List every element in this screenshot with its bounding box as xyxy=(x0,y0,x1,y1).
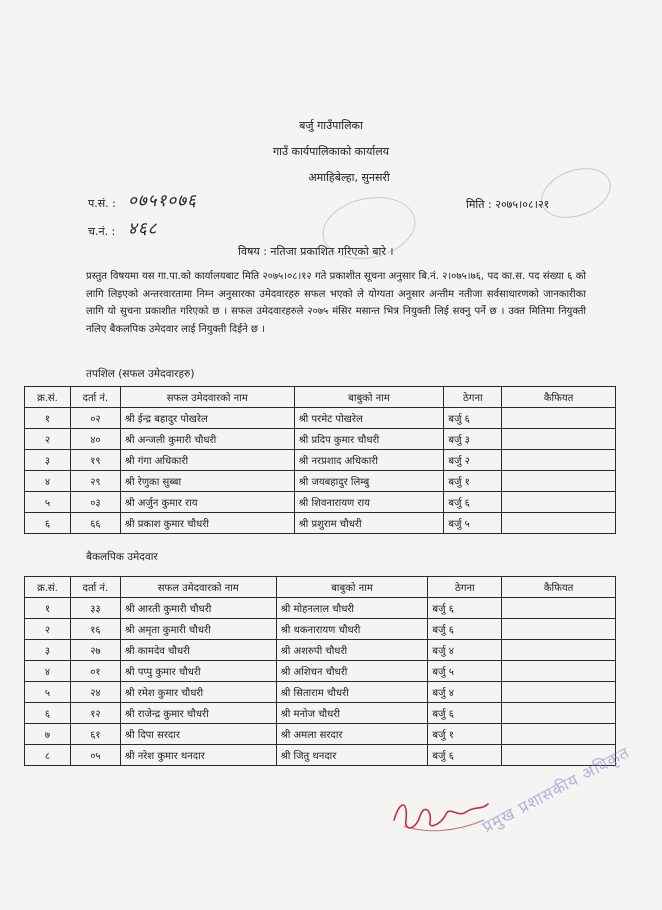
cell-father: श्री मोहनलाल चौधरी xyxy=(276,598,428,619)
col-sn: क्र.सं. xyxy=(25,387,71,408)
cell-father: श्री थकनारायण चौधरी xyxy=(276,619,428,640)
cell-reg: १९ xyxy=(70,450,120,471)
col-address: ठेगना xyxy=(444,387,502,408)
cell-reg: २४ xyxy=(70,682,120,703)
cell-name: श्री गंगा अधिकारी xyxy=(120,450,294,471)
cell-sn: ४ xyxy=(25,661,71,682)
cell-remarks xyxy=(502,598,616,619)
cn-label: च.नं. : xyxy=(88,225,116,238)
cell-sn: ४ xyxy=(25,471,71,492)
cell-name: श्री रमेश कुमार चौधरी xyxy=(120,682,276,703)
cell-remarks xyxy=(502,640,616,661)
cell-father: श्री शिवनारायण राय xyxy=(294,492,444,513)
cell-name: श्री पप्पु कुमार चौधरी xyxy=(120,661,276,682)
cell-address: बर्जु २ xyxy=(444,450,502,471)
cell-reg: ३३ xyxy=(70,598,120,619)
cell-remarks xyxy=(502,408,616,429)
cell-reg: २७ xyxy=(70,640,120,661)
cell-sn: ५ xyxy=(25,492,71,513)
table-header-row xyxy=(25,387,616,408)
cell-name: श्री अमृता कुमारी चौधरी xyxy=(120,619,276,640)
cell-sn: ६ xyxy=(25,703,71,724)
cell-address: बर्जु ६ xyxy=(428,703,502,724)
cell-father: श्री सिताराम चौधरी xyxy=(276,682,428,703)
cell-father: श्री अशिचन चौधरी xyxy=(276,661,428,682)
cell-father: श्री नरप्रशाद अधिकारी xyxy=(294,450,444,471)
table-row xyxy=(25,703,616,724)
cell-father: श्री अशरुपी चौधरी xyxy=(276,640,428,661)
cell-address: बर्जु १ xyxy=(444,471,502,492)
cell-remarks xyxy=(502,619,616,640)
cell-father: श्री मनोज चौधरी xyxy=(276,703,428,724)
col-father: बाबुको नाम xyxy=(276,577,428,598)
table-row xyxy=(25,640,616,661)
cell-address: बर्जु ६ xyxy=(428,598,502,619)
table-row xyxy=(25,513,616,534)
cell-sn: ६ xyxy=(25,513,71,534)
table-row xyxy=(25,619,616,640)
cell-sn: २ xyxy=(25,429,71,450)
cell-remarks xyxy=(502,682,616,703)
cell-remarks xyxy=(502,429,616,450)
table-header-row xyxy=(25,577,616,598)
table-row xyxy=(25,661,616,682)
cell-remarks xyxy=(502,724,616,745)
col-sn: क्र.सं. xyxy=(25,577,71,598)
subject-line: विषय : नतिजा प्रकाशित गरिएको बारे । xyxy=(238,245,394,258)
cell-sn: ५ xyxy=(25,682,71,703)
section-successful-title: तपशिल (सफल उमेदवारहरु) xyxy=(86,368,195,380)
cell-address: बर्जु ४ xyxy=(428,640,502,661)
cell-address: बर्जु ४ xyxy=(428,682,502,703)
cell-address: बर्जु ६ xyxy=(444,492,502,513)
cell-address: बर्जु ३ xyxy=(444,429,502,450)
table-row xyxy=(25,682,616,703)
cell-reg: १६ xyxy=(70,619,120,640)
cell-address: बर्जु ६ xyxy=(428,745,502,766)
cell-sn: ३ xyxy=(25,640,71,661)
cell-address: बर्जु ५ xyxy=(444,513,502,534)
col-remarks: कैफियत xyxy=(502,577,616,598)
cell-father: श्री जयबहादुर लिम्बु xyxy=(294,471,444,492)
cell-name: श्री ईन्द्र बहादुर पोखरेल xyxy=(120,408,294,429)
cell-reg: ०१ xyxy=(70,661,120,682)
table-row xyxy=(25,745,616,766)
cell-father: श्री प्रदिप कुमार चौधरी xyxy=(294,429,444,450)
cell-remarks xyxy=(502,513,616,534)
cell-name: श्री अन्जली कुमारी चौधरी xyxy=(120,429,294,450)
cell-name: श्री प्रकाश कुमार चौधरी xyxy=(120,513,294,534)
body-paragraph: प्रस्तुत विषयमा यस गा.पा.को कार्यालयबाट मिति २०७५।०८।१२ गते प्रकाशीत सूचना अनुसार बि.नं. २।०७५।७६, पद का.स. पद संख्या ६ को लागि लिइएको अन्तरवारतामा निम्न अनुसारका उमेदवारहरु सफल भएको ले योग्यता अनुसार अन्तीम नतीजा सर्वसाधारणको जानकारीका लागि यो सुचना प्रकाशीत गरिएको छ । सफल उमेदवारहरुले २०७५ मंसिर मसान्त भित्र नियुक्ती लिई सक्नु पर्ने छ । उक्त मितिमा नियुक्ती नलिए बैकलपिक उमेदवार लाई नियुक्ती दिईने छ । xyxy=(86,271,586,335)
col-reg: दर्ता नं. xyxy=(70,577,120,598)
cell-name: श्री दिपा सरदार xyxy=(120,724,276,745)
cell-address: बर्जु १ xyxy=(428,724,502,745)
col-name: सफल उमेदवारको नाम xyxy=(120,387,294,408)
office-title: गाउँ कार्यपालिकाको कार्यालय xyxy=(272,145,390,158)
col-reg: दर्ता नं. xyxy=(70,387,120,408)
cell-name: श्री नरेश कुमार थनदार xyxy=(120,745,276,766)
cell-father: श्री जितु थनदार xyxy=(276,745,428,766)
cell-father: श्री परमेट पोखरेल xyxy=(294,408,444,429)
alternate-candidates-table xyxy=(24,576,616,766)
cell-name: श्री रेणुका सुब्बा xyxy=(120,471,294,492)
table-row xyxy=(25,598,616,619)
cell-remarks xyxy=(502,450,616,471)
cell-remarks xyxy=(502,492,616,513)
cell-name: श्री राजेन्द्र कुमार चौधरी xyxy=(120,703,276,724)
cell-sn: ३ xyxy=(25,450,71,471)
cell-sn: २ xyxy=(25,619,71,640)
cell-sn: ८ xyxy=(25,745,71,766)
cell-reg: ०३ xyxy=(70,492,120,513)
col-father: बाबुको नाम xyxy=(294,387,444,408)
cell-father: श्री अमला सरदार xyxy=(276,724,428,745)
signature-icon xyxy=(386,790,496,840)
cell-remarks xyxy=(502,703,616,724)
cell-reg: ०२ xyxy=(70,408,120,429)
cell-remarks xyxy=(502,471,616,492)
letter-date: मिति : २०७५।०८।२१ xyxy=(466,198,550,211)
col-remarks: कैफियत xyxy=(502,387,616,408)
cell-name: श्री अर्जुन कुमार राय xyxy=(120,492,294,513)
seal-text: प्रमुख प्रशासकीय अधिकृत xyxy=(478,742,633,837)
cell-remarks xyxy=(502,661,616,682)
cell-sn: ७ xyxy=(25,724,71,745)
cell-sn: १ xyxy=(25,598,71,619)
successful-candidates-table xyxy=(24,386,616,534)
cell-reg: १२ xyxy=(70,703,120,724)
cell-sn: १ xyxy=(25,408,71,429)
table-row xyxy=(25,724,616,745)
cell-reg: ६१ xyxy=(70,724,120,745)
cell-address: बर्जु ५ xyxy=(428,661,502,682)
cell-address: बर्जु ६ xyxy=(428,619,502,640)
cell-reg: ०५ xyxy=(70,745,120,766)
cell-name: श्री कामदेव चौधरी xyxy=(120,640,276,661)
table-row xyxy=(25,471,616,492)
cell-reg: ४० xyxy=(70,429,120,450)
office-address: अमाहिबेल्हा, सुनसरी xyxy=(308,171,390,184)
cell-name: श्री आरती कुमारी चौधरी xyxy=(120,598,276,619)
cell-reg: ६६ xyxy=(70,513,120,534)
cell-reg: २९ xyxy=(70,471,120,492)
ps-label: प.सं. : xyxy=(88,197,116,210)
col-address: ठेगना xyxy=(428,577,502,598)
table-row xyxy=(25,450,616,471)
cn-number: ४६८ xyxy=(128,219,158,239)
ps-number: ०७५१०७६ xyxy=(128,191,197,211)
cell-father: श्री प्रशुराम चौधरी xyxy=(294,513,444,534)
col-name: सफल उमेदवारको नाम xyxy=(120,577,276,598)
table-row xyxy=(25,492,616,513)
table-row xyxy=(25,408,616,429)
office-name: बर्जु गाउँपालिका xyxy=(299,119,363,132)
section-alternate-title: बैकलपिक उमेदवार xyxy=(86,551,158,563)
cell-address: बर्जु ६ xyxy=(444,408,502,429)
table-row xyxy=(25,429,616,450)
